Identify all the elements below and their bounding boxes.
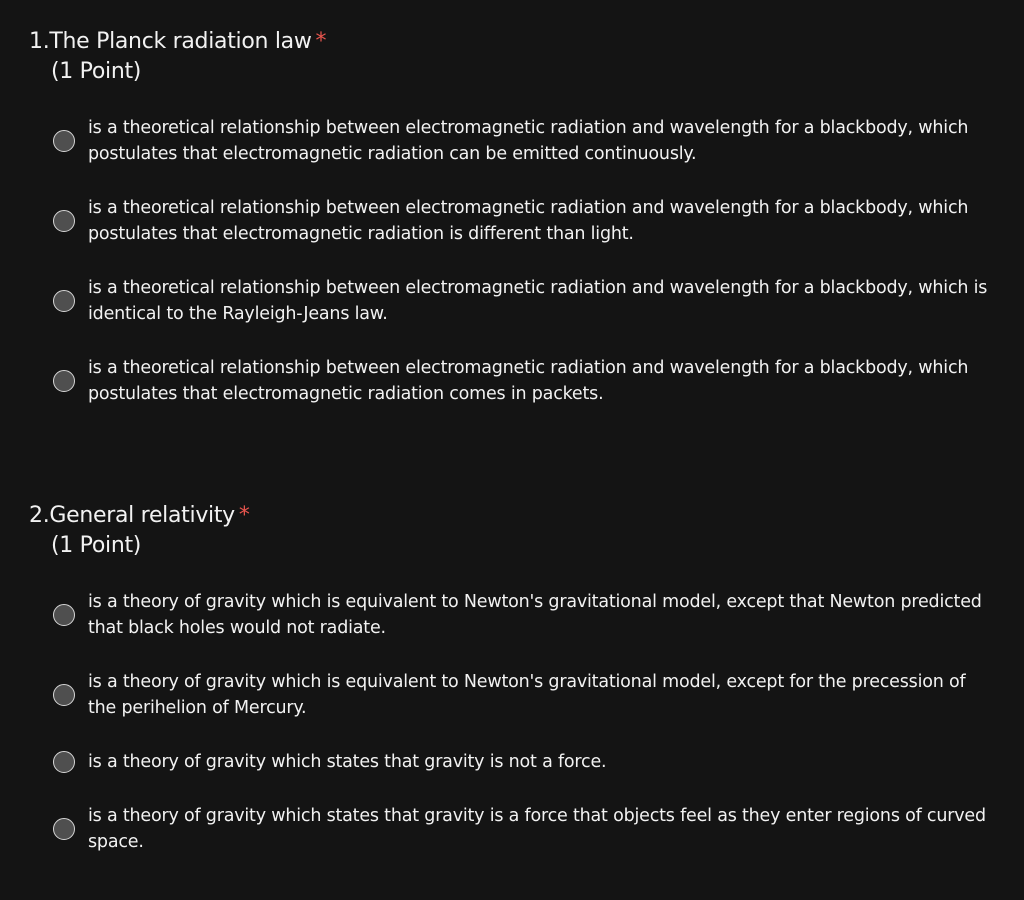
option-label: is a theoretical relationship between electromagnetic radiation and wavelength for a blackbody, which postulates that electromagnetic radiation can be emitted continuously. xyxy=(88,118,969,164)
option-label: is a theoretical relationship between electromagnetic radiation and wavelength for a blackbody, which postulates that electromagnetic radiation comes in packets. xyxy=(88,358,969,404)
option-2d[interactable] xyxy=(29,802,1024,856)
option-label: is a theoretical relationship between electromagnetic radiation and wavelength for a blackbody, which is identical to the Rayleigh-Jeans law. xyxy=(88,278,988,324)
option-2b[interactable] xyxy=(29,668,1024,722)
option-label: is a theoretical relationship between electromagnetic radiation and wavelength for a blackbody, which postulates that electromagnetic radiation is different than light. xyxy=(88,198,969,244)
option-label: is a theory of gravity which states that gravity is a force that objects feel as they enter regions of curved space. xyxy=(88,806,986,852)
question-number: 2. xyxy=(29,503,50,528)
required-marker: * xyxy=(238,503,250,528)
option-1d[interactable] xyxy=(29,354,1024,408)
question-header xyxy=(29,501,1024,531)
options-group xyxy=(29,114,1024,408)
radio-button[interactable] xyxy=(53,130,75,152)
question-header xyxy=(29,27,1024,57)
radio-button[interactable] xyxy=(53,370,75,392)
question-title: The Planck radiation law xyxy=(49,29,312,54)
option-1c[interactable] xyxy=(29,274,1024,328)
option-1a[interactable] xyxy=(29,114,1024,168)
option-2c[interactable] xyxy=(29,748,1024,776)
radio-button[interactable] xyxy=(53,818,75,840)
radio-button[interactable] xyxy=(53,290,75,312)
question-2 xyxy=(0,501,1024,856)
radio-button[interactable] xyxy=(53,210,75,232)
radio-button[interactable] xyxy=(53,684,75,706)
radio-button[interactable] xyxy=(53,604,75,626)
option-label: is a theory of gravity which is equivalent to Newton's gravitational model, except that Newton predicted that black holes would not radiate. xyxy=(88,592,982,638)
question-title: General relativity xyxy=(49,503,235,528)
question-points: (1 Point) xyxy=(51,533,142,558)
question-points: (1 Point) xyxy=(51,59,142,84)
options-group xyxy=(29,588,1024,856)
radio-button[interactable] xyxy=(53,751,75,773)
option-label: is a theory of gravity which states that gravity is not a force. xyxy=(88,752,607,772)
option-2a[interactable] xyxy=(29,588,1024,642)
required-marker: * xyxy=(315,29,327,54)
option-1b[interactable] xyxy=(29,194,1024,248)
question-number: 1. xyxy=(29,29,50,54)
question-1 xyxy=(0,27,1024,408)
option-label: is a theory of gravity which is equivalent to Newton's gravitational model, except for the precession of the perihelion of Mercury. xyxy=(88,672,966,718)
